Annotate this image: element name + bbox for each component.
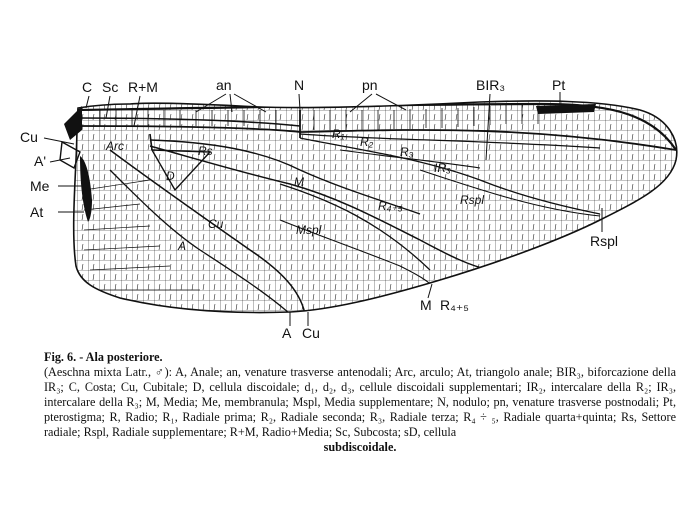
label-ir3: IR₃ [434,161,451,175]
leader-m-bottom [428,284,432,298]
label-a-bottom: A [282,325,292,341]
label-m: M [294,175,304,189]
label-r45-bottom: R₄₊₅ [440,297,469,313]
label-cu-in: Cu [208,217,224,231]
caption-end: subdiscoidale. [323,440,397,454]
label-pt: Pt [552,77,566,93]
label-cu-left: Cu [20,129,38,145]
label-me: Me [30,178,50,194]
leader-cu-left [44,138,74,144]
label-c: C [82,79,93,95]
label-an: an [216,77,232,93]
label-at: At [30,204,44,220]
label-r1: R₁ [332,127,345,141]
caption-title: Fig. 6. - Ala posteriore. [44,350,163,364]
label-r3: R₃ [400,145,414,159]
label-r45-mid: R₄₊₅ [378,199,403,213]
label-n: N [294,77,305,93]
label-rs: Rs [198,144,213,158]
label-rspl-out: Rspl [590,233,619,249]
label-a-left: A' [34,153,47,169]
label-m-bottom: M [420,297,432,313]
label-sc: Sc [102,79,119,95]
label-rm: R+M [128,79,158,95]
label-r2: R₂ [360,135,374,149]
caption-body: (Aeschna mixta Latr., ♂): A, Anale; an, venature trasverse antenodali; Arc, arculo; At, triangolo anale; BIR₃, biforcazione della IR₃; C, Costa; Cu, Cubitale; D, cellula discoidale; d₁, d₂, d₃, cellule discoidali supplementari; IR₂, intercalare della R₂; IR₃, intercalare della R₃; M, Media; Me, membranula; Mspl, Media supplementare; N, nodulo; pn, venature trasverse postnodali; Pt, pterostigma; R, Radio; R₁, Radiale prima; R₂, Radiale seconda; R₃, Radiale terza; R₄ ÷ ₅, Radiale quarta+quinta; Rs, Settore radiale; Rspl, Radiale supplementare; R+M, Radio+Media; Sc, Subcosta; sD, cellula [44,365,676,439]
label-mspl: Mspl [296,223,322,237]
label-d: D [166,169,175,183]
wing-membrane [74,101,677,313]
figure-caption [44,350,676,455]
label-a-in: A [178,239,187,253]
label-bir3: BIR₃ [476,77,506,93]
label-pn: pn [362,77,378,93]
label-cu-bottom: Cu [302,325,320,341]
label-rspl-in: Rspl [460,193,485,207]
label-arc: Arc [106,139,124,153]
